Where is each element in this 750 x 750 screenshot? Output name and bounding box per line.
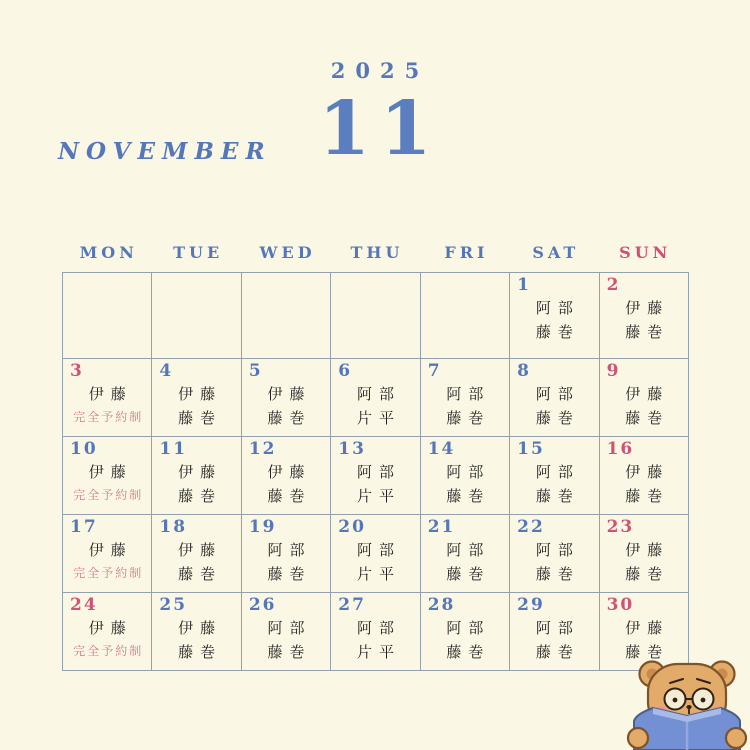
calendar-cell-day-4 bbox=[152, 359, 241, 437]
weekday-thu: THU bbox=[350, 243, 404, 262]
calendar-cell-day-28 bbox=[421, 593, 510, 671]
calendar-cell-day-26 bbox=[242, 593, 331, 671]
day-number: 1 bbox=[517, 275, 531, 295]
calendar-cell-day-3 bbox=[63, 359, 152, 437]
day-number: 6 bbox=[338, 361, 353, 381]
reservation-note: 完全予約制 bbox=[73, 643, 144, 658]
staff-name: 藤巻 bbox=[267, 408, 312, 427]
staff-name: 阿部 bbox=[267, 618, 312, 637]
staff-name: 阿部 bbox=[535, 540, 580, 559]
calendar-cell-day-18 bbox=[152, 515, 241, 593]
staff-name: 阿部 bbox=[535, 618, 580, 637]
calendar-cell-day-2 bbox=[600, 273, 689, 359]
day-number: 19 bbox=[248, 517, 277, 537]
calendar-cell-day-20 bbox=[331, 515, 420, 593]
calendar-cell-day-7 bbox=[421, 359, 510, 437]
day-number: 8 bbox=[517, 361, 531, 381]
staff-name: 伊藤 bbox=[625, 540, 670, 559]
staff-name: 藤巻 bbox=[625, 486, 670, 505]
staff-name: 藤巻 bbox=[535, 408, 580, 427]
calendar-cell-day-22 bbox=[510, 515, 599, 593]
calendar-cell-day-17 bbox=[63, 515, 152, 593]
staff-name: 藤巻 bbox=[178, 408, 223, 427]
staff-name: 阿部 bbox=[535, 384, 580, 403]
staff-name: 阿部 bbox=[356, 540, 401, 559]
day-number: 21 bbox=[427, 517, 456, 537]
calendar-cell-day-5 bbox=[242, 359, 331, 437]
day-number: 25 bbox=[159, 595, 188, 615]
calendar-cell-day-14 bbox=[421, 437, 510, 515]
day-number: 5 bbox=[248, 361, 263, 381]
staff-name: 藤巻 bbox=[178, 486, 223, 505]
weekday-fri: FRI bbox=[444, 243, 489, 262]
weekday-sat: SAT bbox=[532, 243, 580, 262]
reservation-note: 完全予約制 bbox=[73, 487, 144, 502]
day-number: 30 bbox=[606, 595, 635, 615]
staff-name: 藤巻 bbox=[446, 564, 491, 583]
staff-name: 藤巻 bbox=[267, 564, 312, 583]
staff-name: 藤巻 bbox=[178, 642, 223, 661]
staff-name: 藤巻 bbox=[625, 408, 670, 427]
calendar-cell-day-8 bbox=[510, 359, 599, 437]
staff-name: 伊藤 bbox=[88, 618, 133, 637]
day-number: 22 bbox=[517, 517, 545, 537]
reservation-note: 完全予約制 bbox=[73, 409, 144, 424]
day-number: 23 bbox=[606, 517, 635, 537]
staff-name: 藤巻 bbox=[625, 322, 670, 341]
day-number: 15 bbox=[517, 439, 545, 459]
staff-name: 藤巻 bbox=[535, 486, 580, 505]
day-number: 27 bbox=[338, 595, 366, 615]
staff-name: 伊藤 bbox=[178, 462, 223, 481]
calendar-cell-empty bbox=[152, 273, 241, 359]
staff-name: 藤巻 bbox=[446, 642, 491, 661]
staff-name: 藤巻 bbox=[535, 564, 580, 583]
staff-name: 藤巻 bbox=[535, 322, 580, 341]
reservation-note: 完全予約制 bbox=[73, 565, 144, 580]
staff-name: 片平 bbox=[356, 642, 401, 661]
day-number: 29 bbox=[517, 595, 545, 615]
calendar-grid bbox=[62, 272, 689, 671]
staff-name: 藤巻 bbox=[446, 486, 491, 505]
weekday-sun: SUN bbox=[619, 243, 672, 262]
staff-name: 藤巻 bbox=[267, 486, 312, 505]
staff-name: 伊藤 bbox=[267, 462, 312, 481]
weekday-wed: WED bbox=[259, 243, 316, 262]
day-number: 9 bbox=[606, 361, 621, 381]
day-number: 12 bbox=[248, 439, 277, 459]
calendar-cell-day-11 bbox=[152, 437, 241, 515]
staff-name: 伊藤 bbox=[178, 540, 223, 559]
day-number: 26 bbox=[248, 595, 277, 615]
calendar-cell-empty bbox=[63, 273, 152, 359]
staff-name: 阿部 bbox=[446, 540, 491, 559]
calendar-cell-empty bbox=[421, 273, 510, 359]
staff-name: 伊藤 bbox=[88, 384, 133, 403]
staff-name: 伊藤 bbox=[88, 462, 133, 481]
staff-name: 伊藤 bbox=[625, 462, 670, 481]
calendar-cell-day-19 bbox=[242, 515, 331, 593]
weekday-header-row bbox=[62, 243, 688, 262]
staff-name: 伊藤 bbox=[178, 384, 223, 403]
staff-name: 片平 bbox=[356, 486, 401, 505]
staff-name: 片平 bbox=[356, 408, 401, 427]
calendar-cell-empty bbox=[242, 273, 331, 359]
staff-name: 阿部 bbox=[535, 462, 580, 481]
day-number: 14 bbox=[427, 439, 456, 459]
day-number: 3 bbox=[70, 361, 84, 381]
month-name-label: NOVEMBER bbox=[58, 138, 272, 165]
calendar-cell-day-23 bbox=[600, 515, 689, 593]
calendar-cell-day-24 bbox=[63, 593, 152, 671]
calendar-cell-day-25 bbox=[152, 593, 241, 671]
staff-name: 伊藤 bbox=[625, 618, 670, 637]
calendar-cell-day-21 bbox=[421, 515, 510, 593]
year-label: 2025 bbox=[330, 58, 430, 83]
day-number: 17 bbox=[70, 517, 98, 537]
day-number: 24 bbox=[70, 595, 98, 615]
calendar-cell-day-16 bbox=[600, 437, 689, 515]
calendar-cell-day-1 bbox=[510, 273, 599, 359]
day-number: 18 bbox=[159, 517, 188, 537]
day-number: 20 bbox=[338, 517, 366, 537]
staff-name: 片平 bbox=[356, 564, 401, 583]
day-number: 11 bbox=[159, 439, 188, 459]
staff-name: 藤巻 bbox=[625, 642, 670, 661]
day-number: 10 bbox=[70, 439, 98, 459]
staff-name: 藤巻 bbox=[625, 564, 670, 583]
staff-name: 伊藤 bbox=[625, 384, 670, 403]
weekday-mon: MON bbox=[79, 243, 138, 262]
staff-name: 伊藤 bbox=[267, 384, 312, 403]
calendar-cell-day-13 bbox=[331, 437, 420, 515]
staff-name: 阿部 bbox=[446, 618, 491, 637]
staff-name: 伊藤 bbox=[178, 618, 223, 637]
staff-name: 阿部 bbox=[535, 298, 580, 317]
calendar-cell-day-27 bbox=[331, 593, 420, 671]
day-number: 16 bbox=[606, 439, 635, 459]
day-number: 28 bbox=[427, 595, 456, 615]
bear-reading-book-icon bbox=[622, 658, 750, 750]
calendar-cell-day-29 bbox=[510, 593, 599, 671]
calendar-cell-empty bbox=[331, 273, 420, 359]
day-number: 13 bbox=[338, 439, 366, 459]
staff-name: 藤巻 bbox=[535, 642, 580, 661]
staff-name: 藤巻 bbox=[178, 564, 223, 583]
calendar-cell-day-9 bbox=[600, 359, 689, 437]
weekday-tue: TUE bbox=[173, 243, 224, 262]
staff-name: 阿部 bbox=[446, 462, 491, 481]
staff-name: 伊藤 bbox=[625, 298, 670, 317]
day-number: 7 bbox=[427, 361, 442, 381]
staff-name: 阿部 bbox=[446, 384, 491, 403]
staff-name: 阿部 bbox=[356, 462, 401, 481]
calendar-cell-day-12 bbox=[242, 437, 331, 515]
staff-name: 阿部 bbox=[356, 618, 401, 637]
staff-name: 阿部 bbox=[356, 384, 401, 403]
day-number: 2 bbox=[606, 275, 621, 295]
calendar-cell-day-15 bbox=[510, 437, 599, 515]
calendar-cell-day-10 bbox=[63, 437, 152, 515]
calendar-cell-day-6 bbox=[331, 359, 420, 437]
staff-name: 藤巻 bbox=[267, 642, 312, 661]
month-number-label: 11 bbox=[318, 86, 442, 172]
staff-name: 阿部 bbox=[267, 540, 312, 559]
staff-name: 藤巻 bbox=[446, 408, 491, 427]
staff-name: 伊藤 bbox=[88, 540, 133, 559]
day-number: 4 bbox=[159, 361, 174, 381]
